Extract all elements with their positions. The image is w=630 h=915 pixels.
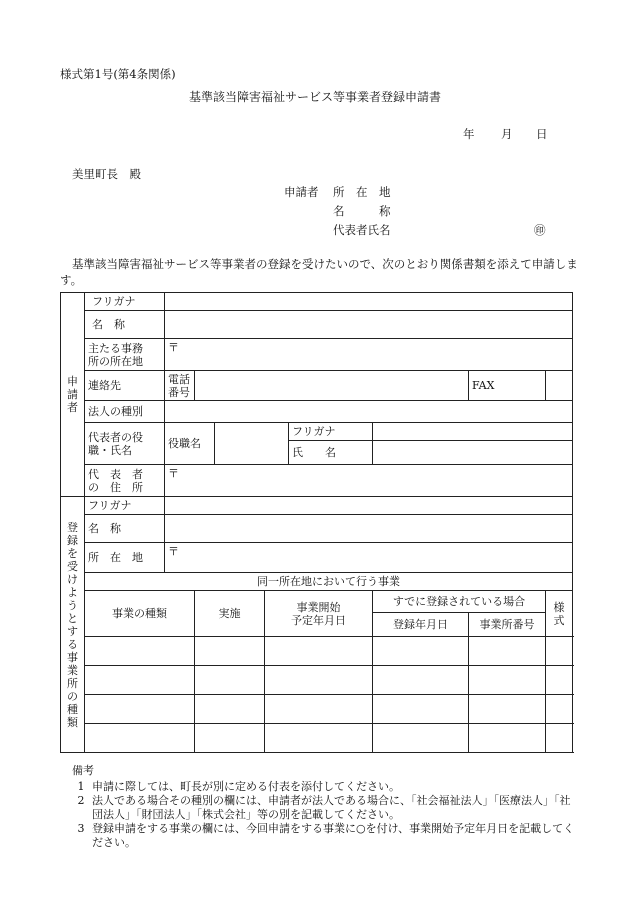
main-office-address-field[interactable] — [165, 339, 573, 371]
applicant-name-field[interactable] — [165, 311, 573, 339]
start-date-cell[interactable] — [265, 724, 373, 753]
seal-mark: ㊞ — [534, 223, 546, 237]
rep-furigana-field[interactable] — [373, 423, 573, 441]
business-type-cell[interactable] — [85, 695, 195, 724]
business-type-cell[interactable] — [85, 637, 195, 666]
facility-address-label: 所 在 地 — [85, 543, 165, 573]
registration-date-cell[interactable] — [373, 637, 469, 666]
rep-address-label: 代 表 者 の 住 所 — [85, 465, 165, 497]
facility-section-label: 登 録 を 受 け よ う と す る 事 業 所 の 種 類 — [61, 497, 85, 753]
contact-label: 連絡先 — [85, 371, 165, 401]
applicant-address-label: 所 在 地 — [333, 185, 391, 199]
start-date-cell[interactable] — [265, 695, 373, 724]
start-date-cell[interactable] — [265, 666, 373, 695]
implementation-cell[interactable] — [195, 666, 265, 695]
document-title: 基準該当障害福祉サービス等事業者登録申請書 — [188, 90, 441, 104]
registration-date-cell[interactable] — [373, 695, 469, 724]
office-number-cell[interactable] — [469, 666, 546, 695]
col-implementation: 実施 — [195, 591, 265, 637]
position-field[interactable] — [215, 423, 289, 465]
business-type-cell[interactable] — [85, 666, 195, 695]
postal-mark: 〒 — [168, 545, 179, 558]
implementation-cell[interactable] — [195, 637, 265, 666]
office-number-cell[interactable] — [469, 724, 546, 753]
office-number-cell[interactable] — [469, 695, 546, 724]
facility-furigana-field[interactable] — [165, 497, 573, 515]
col-start-date: 事業開始 予定年月日 — [265, 591, 373, 637]
style-cell[interactable] — [546, 724, 573, 753]
registration-date-cell[interactable] — [373, 724, 469, 753]
applicant-representative-label: 代表者氏名 — [333, 223, 391, 237]
phone-label: 電話 番号 — [165, 371, 195, 401]
facility-name-label: 名 称 — [85, 515, 165, 543]
note-item: 3 登録申請をする事業の欄には、今回申請をする事業に○を付け、事業開始予定年月日を記載してください。 — [77, 822, 575, 849]
intro-paragraph: 基準該当障害福祉サービス等事業者の登録を受けたいので、次のとおり関係書類を添えて申請します。 — [60, 257, 578, 287]
postal-mark: 〒 — [168, 341, 179, 354]
note-item: 2 法人である場合その種別の欄には、申請者が法人である場合に、「社会福祉法人」「医療法人」「社団法人」「財団法人」「株式会社」等の別を記載してください。 — [77, 794, 571, 821]
phone-number-field[interactable] — [195, 371, 469, 401]
facility-furigana-label: フリガナ — [85, 497, 165, 515]
notes-section — [70, 764, 580, 850]
corp-type-label: 法人の種別 — [85, 401, 165, 423]
registration-date-cell[interactable] — [373, 666, 469, 695]
fax-number-field[interactable] — [546, 371, 573, 401]
date-month-label: 月 — [501, 127, 513, 141]
postal-mark: 〒 — [168, 467, 179, 480]
rep-name-field[interactable] — [373, 441, 573, 465]
col-business-type: 事業の種類 — [85, 591, 195, 637]
fax-label: FAX — [469, 371, 546, 401]
applicant-section-label: 申 請 者 — [61, 293, 85, 497]
corp-type-field[interactable] — [165, 401, 573, 423]
implementation-cell[interactable] — [195, 695, 265, 724]
style-cell[interactable] — [546, 637, 573, 666]
implementation-cell[interactable] — [195, 724, 265, 753]
applicant-label: 申請者 — [284, 185, 319, 199]
facility-name-field[interactable] — [165, 515, 573, 543]
representative-title-label: 代表者の役 職・氏名 — [85, 423, 165, 465]
notes-heading: 備考 — [72, 764, 94, 777]
office-number-cell[interactable] — [469, 637, 546, 666]
rep-name-label: 氏 名 — [289, 441, 373, 465]
col-office-number: 事業所番号 — [469, 613, 546, 637]
date-day-label: 日 — [536, 127, 548, 141]
applicant-name-row-label: 名 称 — [92, 318, 125, 331]
rep-furigana-label: フリガナ — [289, 423, 373, 441]
application-table — [60, 292, 573, 753]
form-number-label: 様式第1号(第4条関係) — [60, 67, 176, 81]
style-cell[interactable] — [546, 666, 573, 695]
date-year-label: 年 — [463, 127, 475, 141]
main-office-label: 主たる事務 所の所在地 — [85, 339, 165, 371]
col-already-registered: すでに登録されている場合 — [373, 591, 546, 613]
position-label: 役職名 — [165, 423, 215, 465]
same-location-header: 同一所在地において行う事業 — [85, 573, 573, 591]
col-style: 様式 — [546, 591, 573, 637]
col-registration-date: 登録年月日 — [373, 613, 469, 637]
start-date-cell[interactable] — [265, 637, 373, 666]
business-type-cell[interactable] — [85, 724, 195, 753]
furigana-field[interactable] — [165, 293, 573, 311]
note-item: 1 申請に際しては、町長が別に定める付表を添付してください。 — [77, 780, 400, 793]
facility-address-field[interactable] — [165, 543, 573, 573]
furigana-label: フリガナ — [92, 295, 136, 308]
applicant-name-label: 名 称 — [333, 204, 391, 218]
addressee: 美里町長 殿 — [72, 167, 141, 181]
rep-address-field[interactable] — [165, 465, 573, 497]
style-cell[interactable] — [546, 695, 573, 724]
